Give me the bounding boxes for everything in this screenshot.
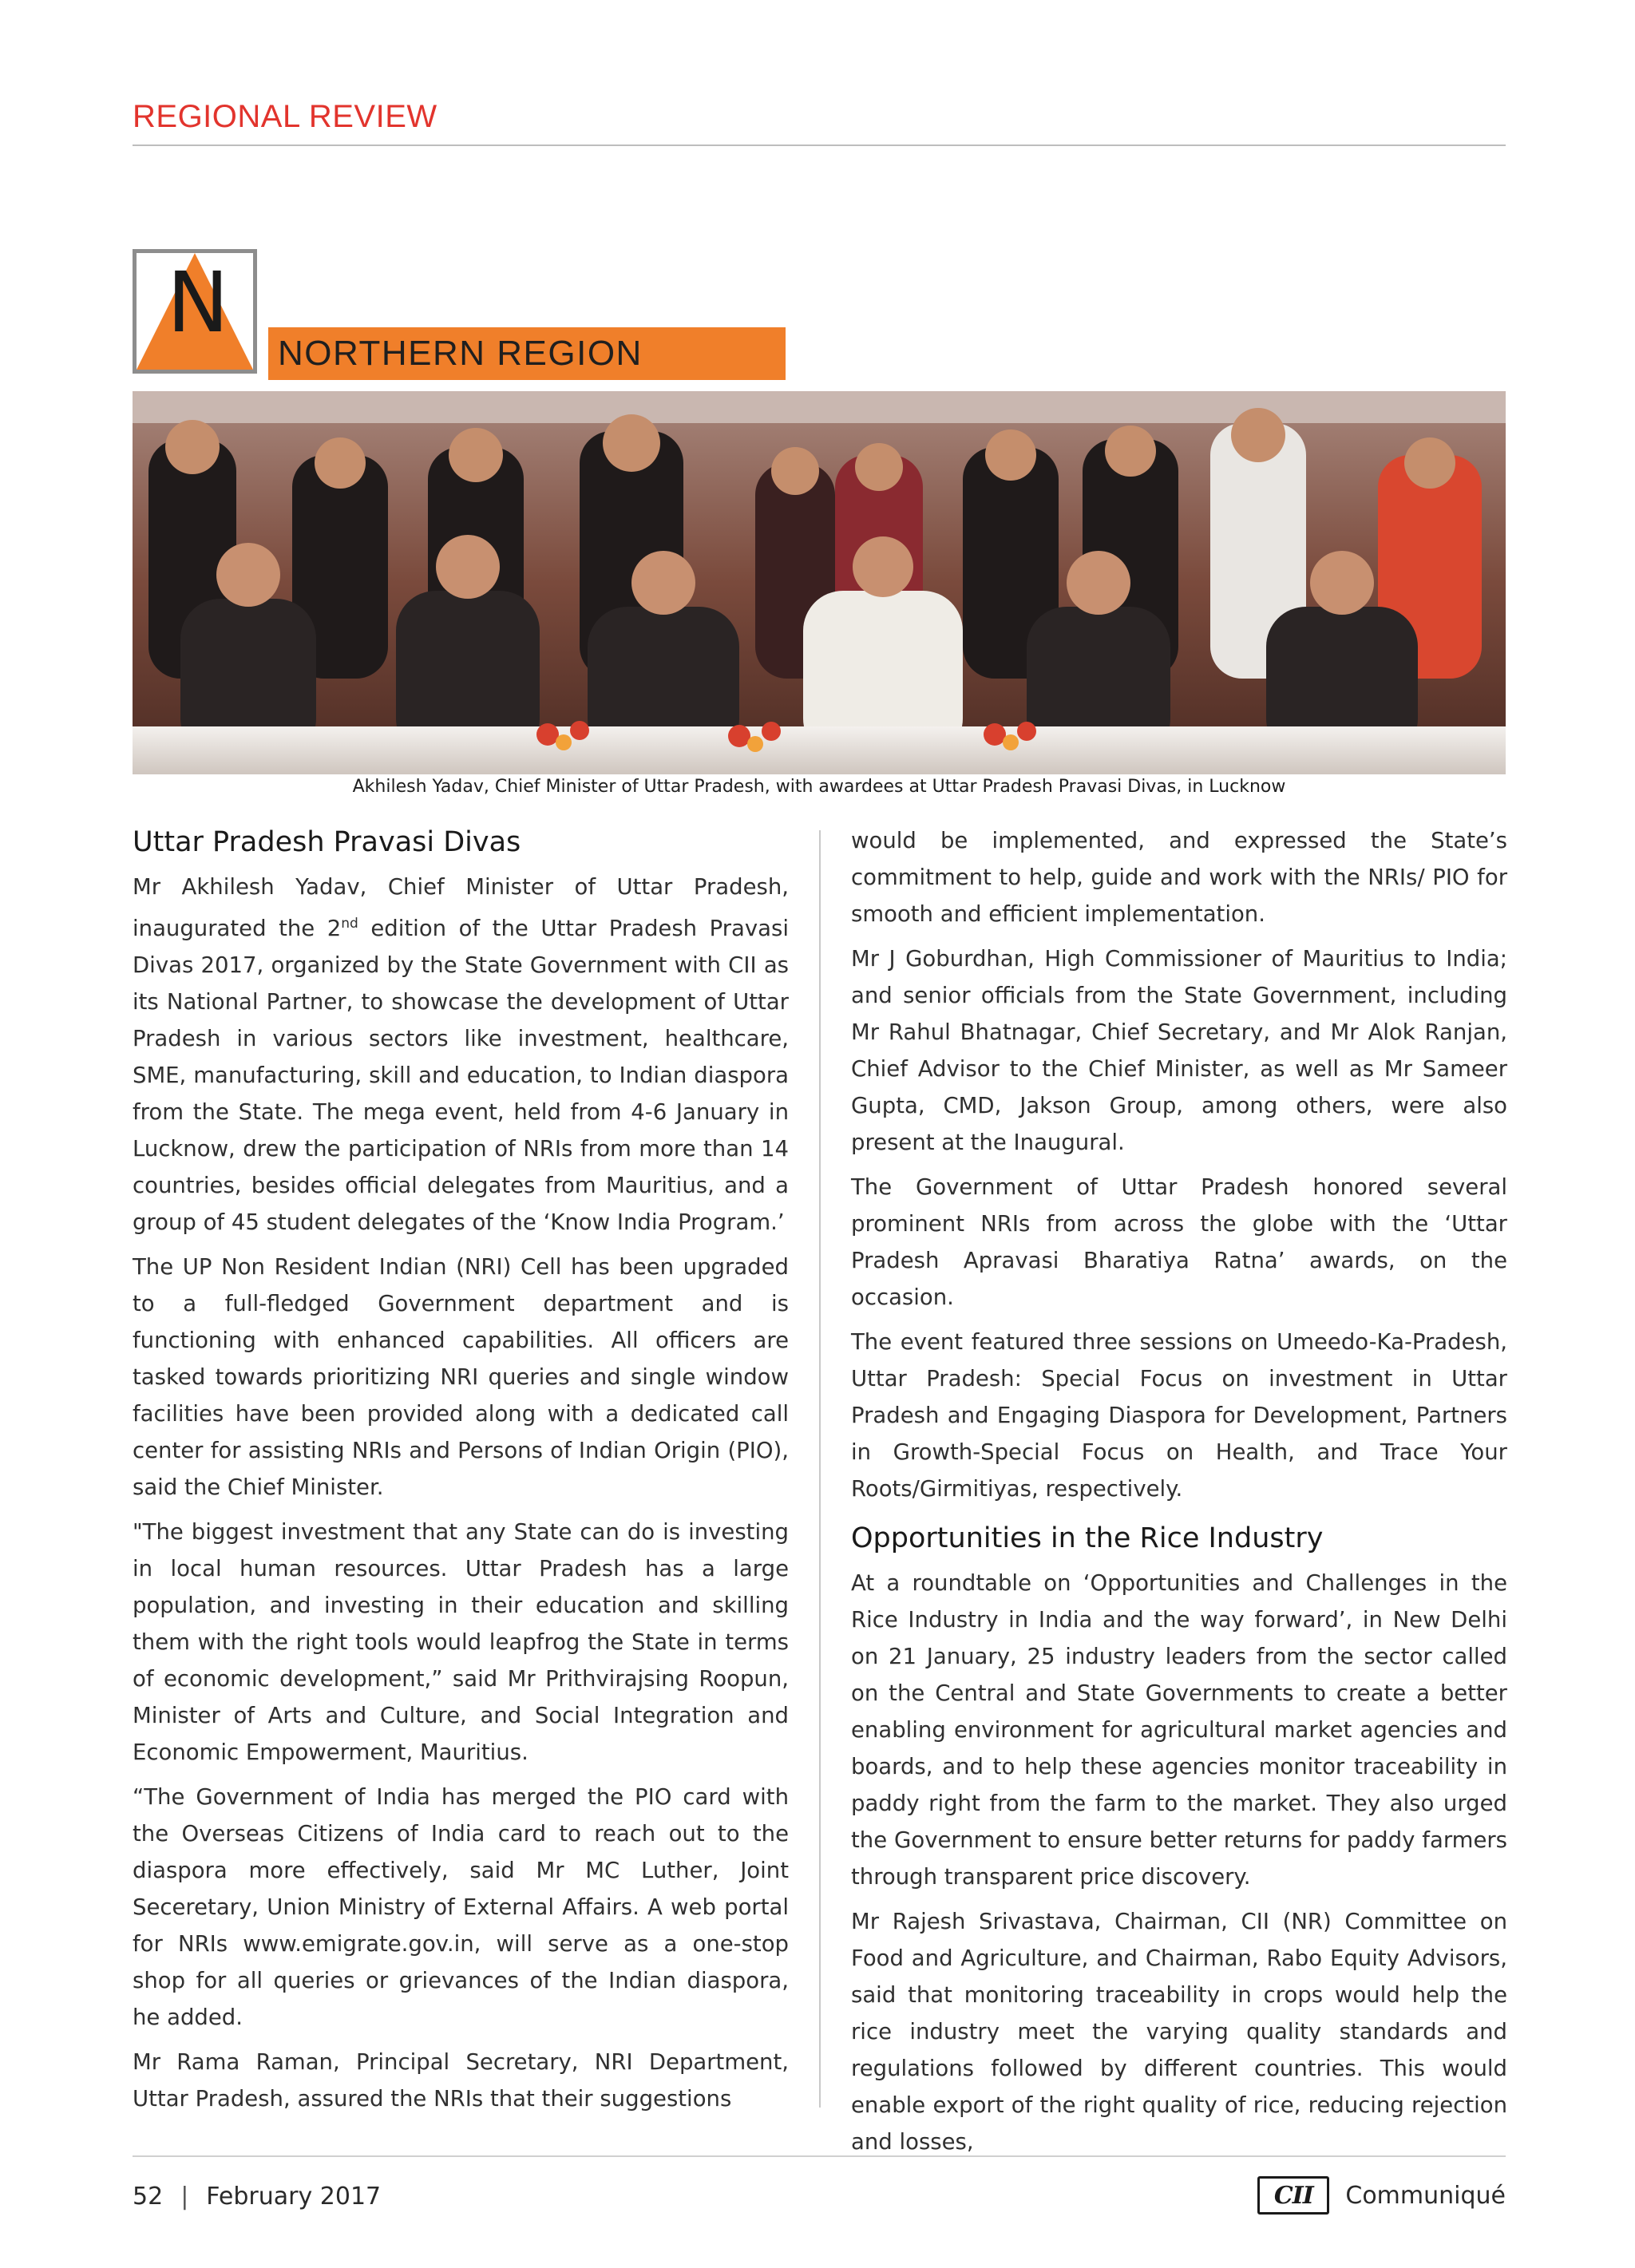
paragraph: Mr Rajesh Srivastava, Chairman, CII (NR) Committee on Food and Agriculture, and Chairman, Rabo Equity Advisors, said that monitoring traceability in crops would help the rice industry meet the varying quality standards and regulations followed by different countries. This would enable export of the right quality of rice, reducing rejection and losses, xyxy=(851,1909,1507,2155)
paragraph xyxy=(133,869,789,1241)
paragraph: Mr Rama Raman, Principal Secretary, NRI Department, Uttar Pradesh, assured the NRIs that their suggestions xyxy=(133,2049,789,2112)
page-number: 52 xyxy=(133,2183,164,2211)
paragraph-text: edition of the Uttar Pradesh Pravasi Divas 2017, organized by the State Government with CII as its National Partner, to showcase the development of Uttar Pradesh in various sectors like investment, healthcare, SME, manufacturing, skill and education, to Indian diaspora from the State. The mega event, held from 4-6 January in Lucknow, drew the participation of NRIs from more than 14 countries, besides official delegates from Mauritius, and a group of 45 student delegates of the ‘Know India Program.’ xyxy=(133,916,789,1236)
region-title-bar xyxy=(268,327,786,380)
paragraph: would be implemented, and expressed the State’s commitment to help, guide and work with the NRIs/ PIO for smooth and efficient implementation. xyxy=(851,828,1507,927)
section-title: REGIONAL REVIEW xyxy=(133,99,437,134)
group-photo-image xyxy=(133,391,1506,774)
region-letter-box xyxy=(133,249,257,374)
cii-logo-icon: CII xyxy=(1257,2176,1329,2215)
right-column xyxy=(851,822,1507,2168)
paragraph: The UP Non Resident Indian (NRI) Cell has been upgraded to a full-fledged Government department and is functioning with enhanced capabilities. All officers are tasked towards prioritizing NRI queries and single window facilities have been provided along with a dedicated call center for assisting NRIs and Persons of Indian Origin (PIO), said the Chief Minister. xyxy=(133,1254,789,1501)
footer-separator: | xyxy=(180,2183,189,2211)
superscript: nd xyxy=(341,916,358,932)
page-header xyxy=(133,99,1506,146)
photo-caption: Akhilesh Yadav, Chief Minister of Uttar Pradesh, with awardees at Uttar Pradesh Pravasi Divas, in Lucknow xyxy=(133,774,1506,800)
paragraph: The Government of Uttar Pradesh honored several prominent NRIs from across the globe with the ‘Uttar Pradesh Apravasi Bharatiya Ratna’ awards, on the occasion. xyxy=(851,1174,1507,1310)
paragraph: The event featured three sessions on Umeedo-Ka-Pradesh, Uttar Pradesh: Special Focus on investment in Uttar Pradesh and Engaging Diaspora for Development, Partners in Growth-Special Focus on Health, and Trace Your Roots/Girmitiyas, respectively. xyxy=(851,1329,1507,1502)
region-letter: N xyxy=(167,254,229,351)
publication-brand xyxy=(1257,2176,1506,2215)
page-footer-info xyxy=(133,2183,381,2211)
paragraph: "The biggest investment that any State can do is investing in local human resources. Uttar Pradesh has a large population, and investing in their education and skilling them with the right tools would leapfrog the State in terms of economic development,” said Mr Prithvirajsing Roopun, Minister of Arts and Culture, and Social Integration and Economic Empowerment, Mauritius. xyxy=(133,1519,789,1766)
paragraph-text: Mr Akhilesh Yadav, Chief Minister of Uttar Pradesh, inaugurated the 2 xyxy=(133,874,789,942)
event-photo xyxy=(133,391,1506,774)
paragraph: “The Government of India has merged the PIO card with the Overseas Citizens of India card to reach out to the diaspora more effectively, said Mr MC Luther, Joint Seceretary, Union Ministry of External Affairs. A web portal for NRIs www.emigrate.gov.in, will serve as a one-stop shop for all queries or grievances of the Indian diaspora, he added. xyxy=(133,1784,789,2031)
article-heading-rice-industry: Opportunities in the Rice Industry xyxy=(851,1522,1324,1554)
paragraph: Mr J Goburdhan, High Commissioner of Mauritius to India; and senior officials from the State Government, including Mr Rahul Bhatnagar, Chief Secretary, and Mr Alok Ranjan, Chief Advisor to the Chief Minister, as well as Mr Sameer Gupta, CMD, Jakson Group, among others, were also present at the Inaugural. xyxy=(851,946,1507,1155)
footer-divider xyxy=(133,2155,1506,2157)
column-divider xyxy=(819,830,821,2108)
region-title: NORTHERN REGION xyxy=(278,334,643,373)
left-column xyxy=(133,822,789,2125)
issue-date: February 2017 xyxy=(206,2183,382,2211)
publication-name: Communiqué xyxy=(1345,2181,1506,2210)
article-heading-pravasi-divas: Uttar Pradesh Pravasi Divas xyxy=(133,826,521,858)
paragraph: At a roundtable on ‘Opportunities and Challenges in the Rice Industry in India and the way forward’, in New Delhi on 21 January, 25 industry leaders from the sector called on the Central and State Governments to create a better enabling environment for agricultural market agencies and boards, and to help these agencies monitor traceability in paddy right from the farm to the market. They also urged the Government to ensure better returns for paddy farmers through transparent price discovery. xyxy=(851,1570,1507,1890)
